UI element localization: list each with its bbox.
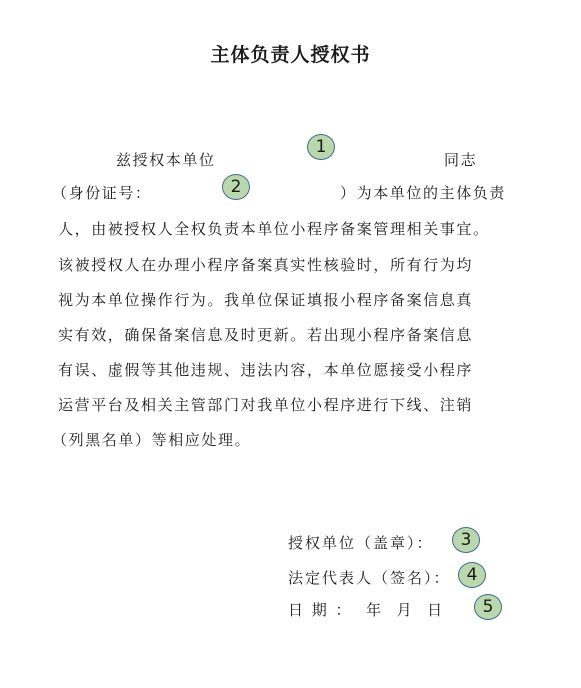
document-title: 主体负责人授权书 bbox=[210, 44, 371, 66]
id-line-suffix: ）为本单位的主体负责 bbox=[340, 184, 507, 202]
body-line: 该被授权人在办理小程序备案真实性核验时，所有行为均 bbox=[58, 256, 474, 274]
body-line: 实有效，确保备案信息及时更新。若出现小程序备案信息 bbox=[58, 326, 474, 344]
opening-prefix: 兹授权本单位 bbox=[116, 151, 216, 169]
body-line: 运营平台及相关主管部门对我单位小程序进行下线、注销 bbox=[58, 396, 474, 414]
body-line: 人，由被授权人全权负责本单位小程序备案管理相关事宜。 bbox=[58, 220, 490, 238]
marker-3: 3 bbox=[452, 527, 480, 553]
marker-1: 1 bbox=[307, 134, 335, 160]
marker-4: 4 bbox=[458, 562, 486, 588]
marker-2: 2 bbox=[222, 174, 250, 200]
signature-unit-label: 授权单位（盖章）： bbox=[288, 534, 434, 552]
body-line: 有误、虚假等其他违规、违法内容，本单位愿接受小程序 bbox=[58, 361, 474, 379]
signature-rep-label: 法定代表人（签名）： bbox=[288, 569, 451, 587]
id-line-prefix: （身份证号： bbox=[52, 184, 152, 202]
body-line: （列黑名单）等相应处理。 bbox=[52, 431, 252, 449]
opening-suffix: 同志 bbox=[444, 151, 478, 169]
body-line: 视为本单位操作行为。我单位保证填报小程序备案信息真 bbox=[58, 291, 474, 309]
marker-5: 5 bbox=[474, 594, 502, 620]
signature-date-label: 日 期 ： 年 月 日 bbox=[288, 601, 445, 619]
